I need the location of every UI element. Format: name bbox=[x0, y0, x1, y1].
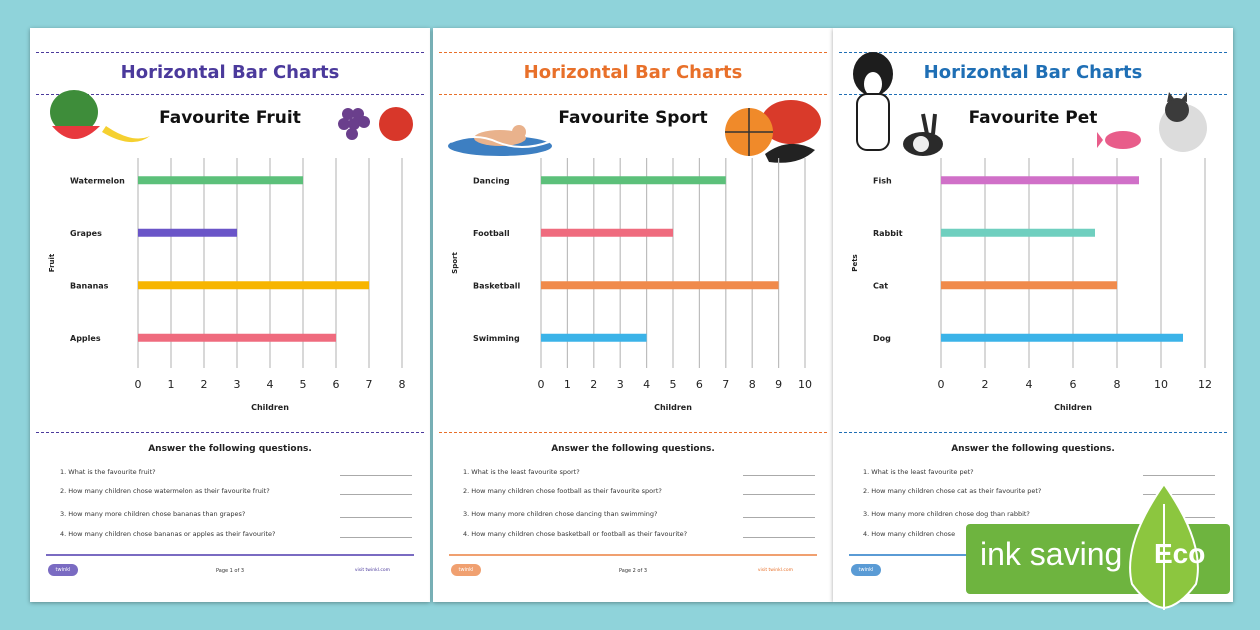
category-label: Dancing bbox=[473, 176, 510, 186]
worksheet-fruit bbox=[30, 28, 430, 602]
question-1: 1. What is the least favourite pet? bbox=[863, 468, 974, 476]
x-tick-label: 12 bbox=[1198, 378, 1212, 391]
dashed-divider bbox=[36, 432, 424, 433]
x-tick-label: 6 bbox=[332, 378, 340, 391]
answer-line[interactable] bbox=[340, 537, 412, 538]
bar-apples bbox=[138, 334, 336, 342]
footer-bar bbox=[449, 554, 817, 556]
bar-grapes bbox=[138, 229, 237, 237]
category-label: Swimming bbox=[473, 333, 520, 343]
y-axis-label: Pets bbox=[851, 254, 859, 272]
answer-line[interactable] bbox=[340, 517, 412, 518]
x-tick-label: 0 bbox=[937, 378, 945, 391]
bar-rabbit bbox=[941, 229, 1095, 237]
x-tick-label: 6 bbox=[1069, 378, 1077, 391]
question-1: 1. What is the least favourite sport? bbox=[463, 468, 580, 476]
footer-bar bbox=[46, 554, 414, 556]
question-1: 1. What is the favourite fruit? bbox=[60, 468, 156, 476]
x-tick-label: 8 bbox=[748, 378, 756, 391]
bar-dog bbox=[941, 334, 1183, 342]
category-label: Cat bbox=[873, 281, 889, 291]
x-tick-label: 4 bbox=[266, 378, 274, 391]
x-tick-label: 7 bbox=[722, 378, 730, 391]
answer-line[interactable] bbox=[340, 494, 412, 495]
x-tick-label: 8 bbox=[1113, 378, 1121, 391]
bar-bananas bbox=[138, 281, 369, 289]
twinkl-logo: twinkl bbox=[851, 564, 881, 576]
bar-dancing bbox=[541, 176, 726, 184]
category-label: Bananas bbox=[70, 281, 109, 291]
copyright: visit twinkl.com bbox=[354, 568, 390, 573]
chart-title: Favourite Fruit bbox=[159, 108, 301, 128]
x-axis-label: Children bbox=[251, 403, 289, 412]
category-label: Rabbit bbox=[873, 228, 903, 238]
bar-chart-pet bbox=[833, 28, 1233, 428]
answer-line[interactable] bbox=[743, 475, 815, 476]
chart-title: Favourite Pet bbox=[968, 108, 1098, 128]
dashed-divider bbox=[439, 432, 827, 433]
bar-chart-sport bbox=[433, 28, 833, 428]
copyright: visit twinkl.com bbox=[757, 568, 793, 573]
bar-swimming bbox=[541, 334, 647, 342]
category-label: Basketball bbox=[473, 281, 521, 291]
category-label: Apples bbox=[70, 333, 101, 343]
worksheet-title: Horizontal Bar Charts bbox=[923, 62, 1143, 83]
x-tick-label: 0 bbox=[537, 378, 545, 391]
question-heading: Answer the following questions. bbox=[951, 444, 1115, 454]
answer-line[interactable] bbox=[743, 537, 815, 538]
answer-line[interactable] bbox=[1143, 475, 1215, 476]
x-tick-label: 10 bbox=[798, 378, 812, 391]
chart-title: Favourite Sport bbox=[558, 108, 708, 128]
question-3: 3. How many more children chose dog than rabbit? bbox=[863, 510, 1030, 518]
bar-watermelon bbox=[138, 176, 303, 184]
x-tick-label: 3 bbox=[616, 378, 624, 391]
worksheet-title: Horizontal Bar Charts bbox=[120, 62, 340, 83]
worksheet-title: Horizontal Bar Charts bbox=[523, 62, 743, 83]
x-tick-label: 8 bbox=[398, 378, 406, 391]
bar-football bbox=[541, 229, 673, 237]
question-4: 4. How many children chose bananas or apples as their favourite? bbox=[60, 530, 276, 538]
answer-line[interactable] bbox=[743, 494, 815, 495]
question-2: 2. How many children chose football as their favourite sport? bbox=[463, 487, 662, 495]
category-label: Football bbox=[473, 228, 510, 238]
category-label: Watermelon bbox=[70, 176, 125, 186]
worksheet-sport bbox=[433, 28, 833, 602]
x-axis-label: Children bbox=[654, 403, 692, 412]
answer-line[interactable] bbox=[743, 517, 815, 518]
question-heading: Answer the following questions. bbox=[551, 444, 715, 454]
page-number: Page 2 of 3 bbox=[618, 568, 648, 574]
category-label: Dog bbox=[873, 333, 891, 343]
twinkl-logo: twinkl bbox=[48, 564, 78, 576]
x-tick-label: 2 bbox=[200, 378, 208, 391]
x-axis-label: Children bbox=[1054, 403, 1092, 412]
x-tick-label: 3 bbox=[233, 378, 241, 391]
x-tick-label: 9 bbox=[775, 378, 783, 391]
twinkl-logo: twinkl bbox=[451, 564, 481, 576]
ink-saving-label: ink saving bbox=[980, 536, 1123, 572]
x-tick-label: 5 bbox=[669, 378, 677, 391]
x-tick-label: 5 bbox=[299, 378, 307, 391]
ink-saving-eco-badge bbox=[966, 524, 1230, 594]
x-tick-label: 0 bbox=[134, 378, 142, 391]
bar-cat bbox=[941, 281, 1117, 289]
category-label: Grapes bbox=[70, 228, 102, 238]
question-4: 4. How many children chose bbox=[863, 530, 956, 538]
question-3: 3. How many more children chose dancing than swimming? bbox=[463, 510, 658, 518]
bar-basketball bbox=[541, 281, 779, 289]
dashed-divider bbox=[839, 432, 1227, 433]
answer-line[interactable] bbox=[340, 475, 412, 476]
question-4: 4. How many children chose basketball or football as their favourite? bbox=[463, 530, 688, 538]
page-number: Page 1 of 3 bbox=[215, 568, 245, 574]
x-tick-label: 1 bbox=[167, 378, 175, 391]
bar-fish bbox=[941, 176, 1139, 184]
question-2: 2. How many children chose watermelon as their favourite fruit? bbox=[60, 487, 270, 495]
question-3: 3. How many more children chose bananas than grapes? bbox=[60, 510, 246, 518]
x-tick-label: 2 bbox=[981, 378, 989, 391]
x-tick-label: 4 bbox=[1025, 378, 1033, 391]
question-heading: Answer the following questions. bbox=[148, 444, 312, 454]
x-tick-label: 6 bbox=[695, 378, 703, 391]
x-tick-label: 4 bbox=[643, 378, 651, 391]
x-tick-label: 1 bbox=[563, 378, 571, 391]
category-label: Fish bbox=[873, 176, 892, 186]
bar-chart-fruit bbox=[30, 28, 430, 428]
x-tick-label: 7 bbox=[365, 378, 373, 391]
question-2: 2. How many children chose cat as their favourite pet? bbox=[863, 487, 1042, 495]
y-axis-label: Sport bbox=[451, 252, 459, 274]
x-tick-label: 2 bbox=[590, 378, 598, 391]
y-axis-label: Fruit bbox=[48, 253, 56, 273]
x-tick-label: 10 bbox=[1154, 378, 1168, 391]
eco-label: Eco bbox=[1154, 538, 1206, 569]
